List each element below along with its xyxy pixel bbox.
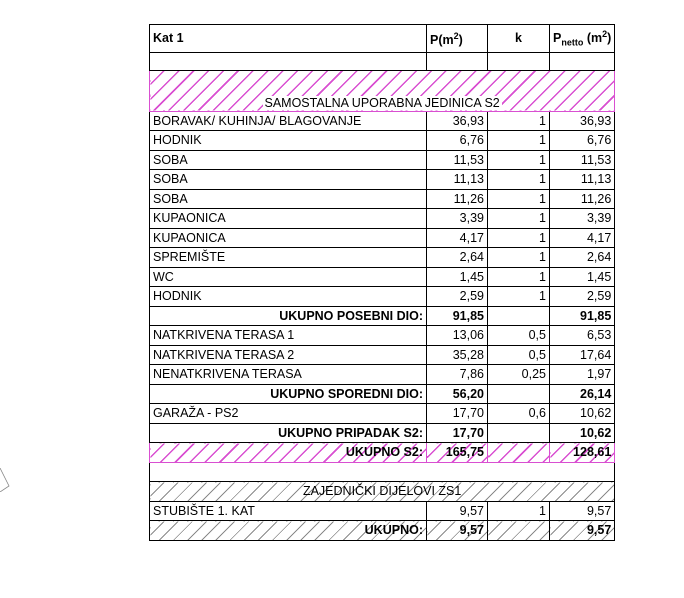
- area-gross: 9,57: [427, 501, 488, 521]
- col-header-p: $P(m^2)$: [427, 25, 488, 53]
- subtotal-gross: 91,85: [427, 306, 488, 326]
- coefficient: 1: [488, 150, 550, 170]
- blank-cell: [150, 462, 615, 482]
- subtotal-row: [150, 423, 615, 443]
- room-name: NENATKRIVENA TERASA: [150, 365, 427, 385]
- col-header-k: k: [488, 25, 550, 53]
- room-name: SOBA: [150, 170, 427, 190]
- area-net: 4,17: [550, 228, 615, 248]
- room-name: HODNIK: [150, 131, 427, 151]
- coefficient: 0,5: [488, 345, 550, 365]
- col-header-pnetto: $P_{netto}$ $(m^2)$: [550, 25, 615, 53]
- table-row: [150, 404, 615, 424]
- area-net: 2,64: [550, 248, 615, 268]
- common-total-label: UKUPNO:: [150, 521, 427, 541]
- common-title-row: [150, 482, 615, 502]
- table-row: [150, 170, 615, 190]
- area-gross: 2,59: [427, 287, 488, 307]
- table-row: [150, 228, 615, 248]
- area-gross: 17,70: [427, 404, 488, 424]
- total-net: 128,61: [550, 443, 615, 463]
- area-gross: 11,13: [427, 170, 488, 190]
- coefficient: 1: [488, 228, 550, 248]
- table-row: [150, 287, 615, 307]
- area-gross: 11,53: [427, 150, 488, 170]
- area-gross: 13,06: [427, 326, 488, 346]
- area-gross: 2,64: [427, 248, 488, 268]
- area-net: 17,64: [550, 345, 615, 365]
- subtotal-row: [150, 306, 615, 326]
- table-row: [150, 150, 615, 170]
- area-net: 9,57: [550, 501, 615, 521]
- room-name: GARAŽA - PS2: [150, 404, 427, 424]
- room-name: NATKRIVENA TERASA 1: [150, 326, 427, 346]
- coefficient: 1: [488, 248, 550, 268]
- table-row: [150, 345, 615, 365]
- header-row: [150, 25, 615, 53]
- coefficient: 0,25: [488, 365, 550, 385]
- table-row: [150, 131, 615, 151]
- total-label: UKUPNO S2:: [150, 443, 427, 463]
- coefficient: 1: [488, 501, 550, 521]
- area-net: 10,62: [550, 404, 615, 424]
- subtotal-label: UKUPNO SPOREDNI DIO:: [150, 384, 427, 404]
- total-row: [150, 443, 615, 463]
- area-gross: 1,45: [427, 267, 488, 287]
- area-net: 6,53: [550, 326, 615, 346]
- total-row: [150, 521, 615, 541]
- subtotal-gross: 56,20: [427, 384, 488, 404]
- room-name: SOBA: [150, 189, 427, 209]
- area-gross: 11,26: [427, 189, 488, 209]
- subtotal-net: 91,85: [550, 306, 615, 326]
- table-row: [150, 267, 615, 287]
- coefficient: 0,5: [488, 326, 550, 346]
- area-net: 3,39: [550, 209, 615, 229]
- coefficient: 1: [488, 209, 550, 229]
- area-net: 11,13: [550, 170, 615, 190]
- total-k: [488, 443, 550, 463]
- table-row: [150, 111, 615, 131]
- common-title: ZAJEDNIČKI DIJELOVI ZS1: [150, 482, 615, 502]
- unit-title-row: [150, 70, 615, 111]
- room-name: SOBA: [150, 150, 427, 170]
- room-name: SPREMIŠTE: [150, 248, 427, 268]
- area-net: 6,76: [550, 131, 615, 151]
- table-row: [150, 326, 615, 346]
- subtotal-row: [150, 384, 615, 404]
- area-gross: 35,28: [427, 345, 488, 365]
- coefficient: 1: [488, 170, 550, 190]
- room-name: KUPAONICA: [150, 209, 427, 229]
- table-row: [150, 189, 615, 209]
- area-gross: 7,86: [427, 365, 488, 385]
- room-name: NATKRIVENA TERASA 2: [150, 345, 427, 365]
- common-total-k: [488, 521, 550, 541]
- area-gross: 4,17: [427, 228, 488, 248]
- floor-label: Kat 1: [150, 25, 427, 53]
- room-name: WC: [150, 267, 427, 287]
- area-net: 36,93: [550, 111, 615, 131]
- subtotal-k: [488, 423, 550, 443]
- area-gross: 6,76: [427, 131, 488, 151]
- coefficient: 1: [488, 189, 550, 209]
- common-total-gross: 9,57: [427, 521, 488, 541]
- coefficient: 1: [488, 111, 550, 131]
- area-net: 1,45: [550, 267, 615, 287]
- room-name: STUBIŠTE 1. KAT: [150, 501, 427, 521]
- subtotal-gross: 17,70: [427, 423, 488, 443]
- table-row: [150, 365, 615, 385]
- blank-row: [150, 52, 615, 70]
- area-net: 11,26: [550, 189, 615, 209]
- subtotal-k: [488, 384, 550, 404]
- unit-title: SAMOSTALNA UPORABNA JEDINICA S2: [264, 95, 500, 110]
- page-corner-mark: [0, 468, 10, 492]
- area-gross: 36,93: [427, 111, 488, 131]
- common-total-net: 9,57: [550, 521, 615, 541]
- table-row: [150, 501, 615, 521]
- room-name: HODNIK: [150, 287, 427, 307]
- total-gross: 165,75: [427, 443, 488, 463]
- area-net: 2,59: [550, 287, 615, 307]
- table-row: [150, 209, 615, 229]
- area-gross: 3,39: [427, 209, 488, 229]
- subtotal-label: UKUPNO PRIPADAK S2:: [150, 423, 427, 443]
- blank-row: [150, 462, 615, 482]
- area-table: [149, 24, 615, 541]
- area-net: 1,97: [550, 365, 615, 385]
- coefficient: 1: [488, 287, 550, 307]
- area-net: 11,53: [550, 150, 615, 170]
- subtotal-k: [488, 306, 550, 326]
- table-row: [150, 248, 615, 268]
- subtotal-net: 26,14: [550, 384, 615, 404]
- coefficient: 1: [488, 267, 550, 287]
- room-name: BORAVAK/ KUHINJA/ BLAGOVANJE: [150, 111, 427, 131]
- subtotal-label: UKUPNO POSEBNI DIO:: [150, 306, 427, 326]
- coefficient: 1: [488, 131, 550, 151]
- room-name: KUPAONICA: [150, 228, 427, 248]
- coefficient: 0,6: [488, 404, 550, 424]
- subtotal-net: 10,62: [550, 423, 615, 443]
